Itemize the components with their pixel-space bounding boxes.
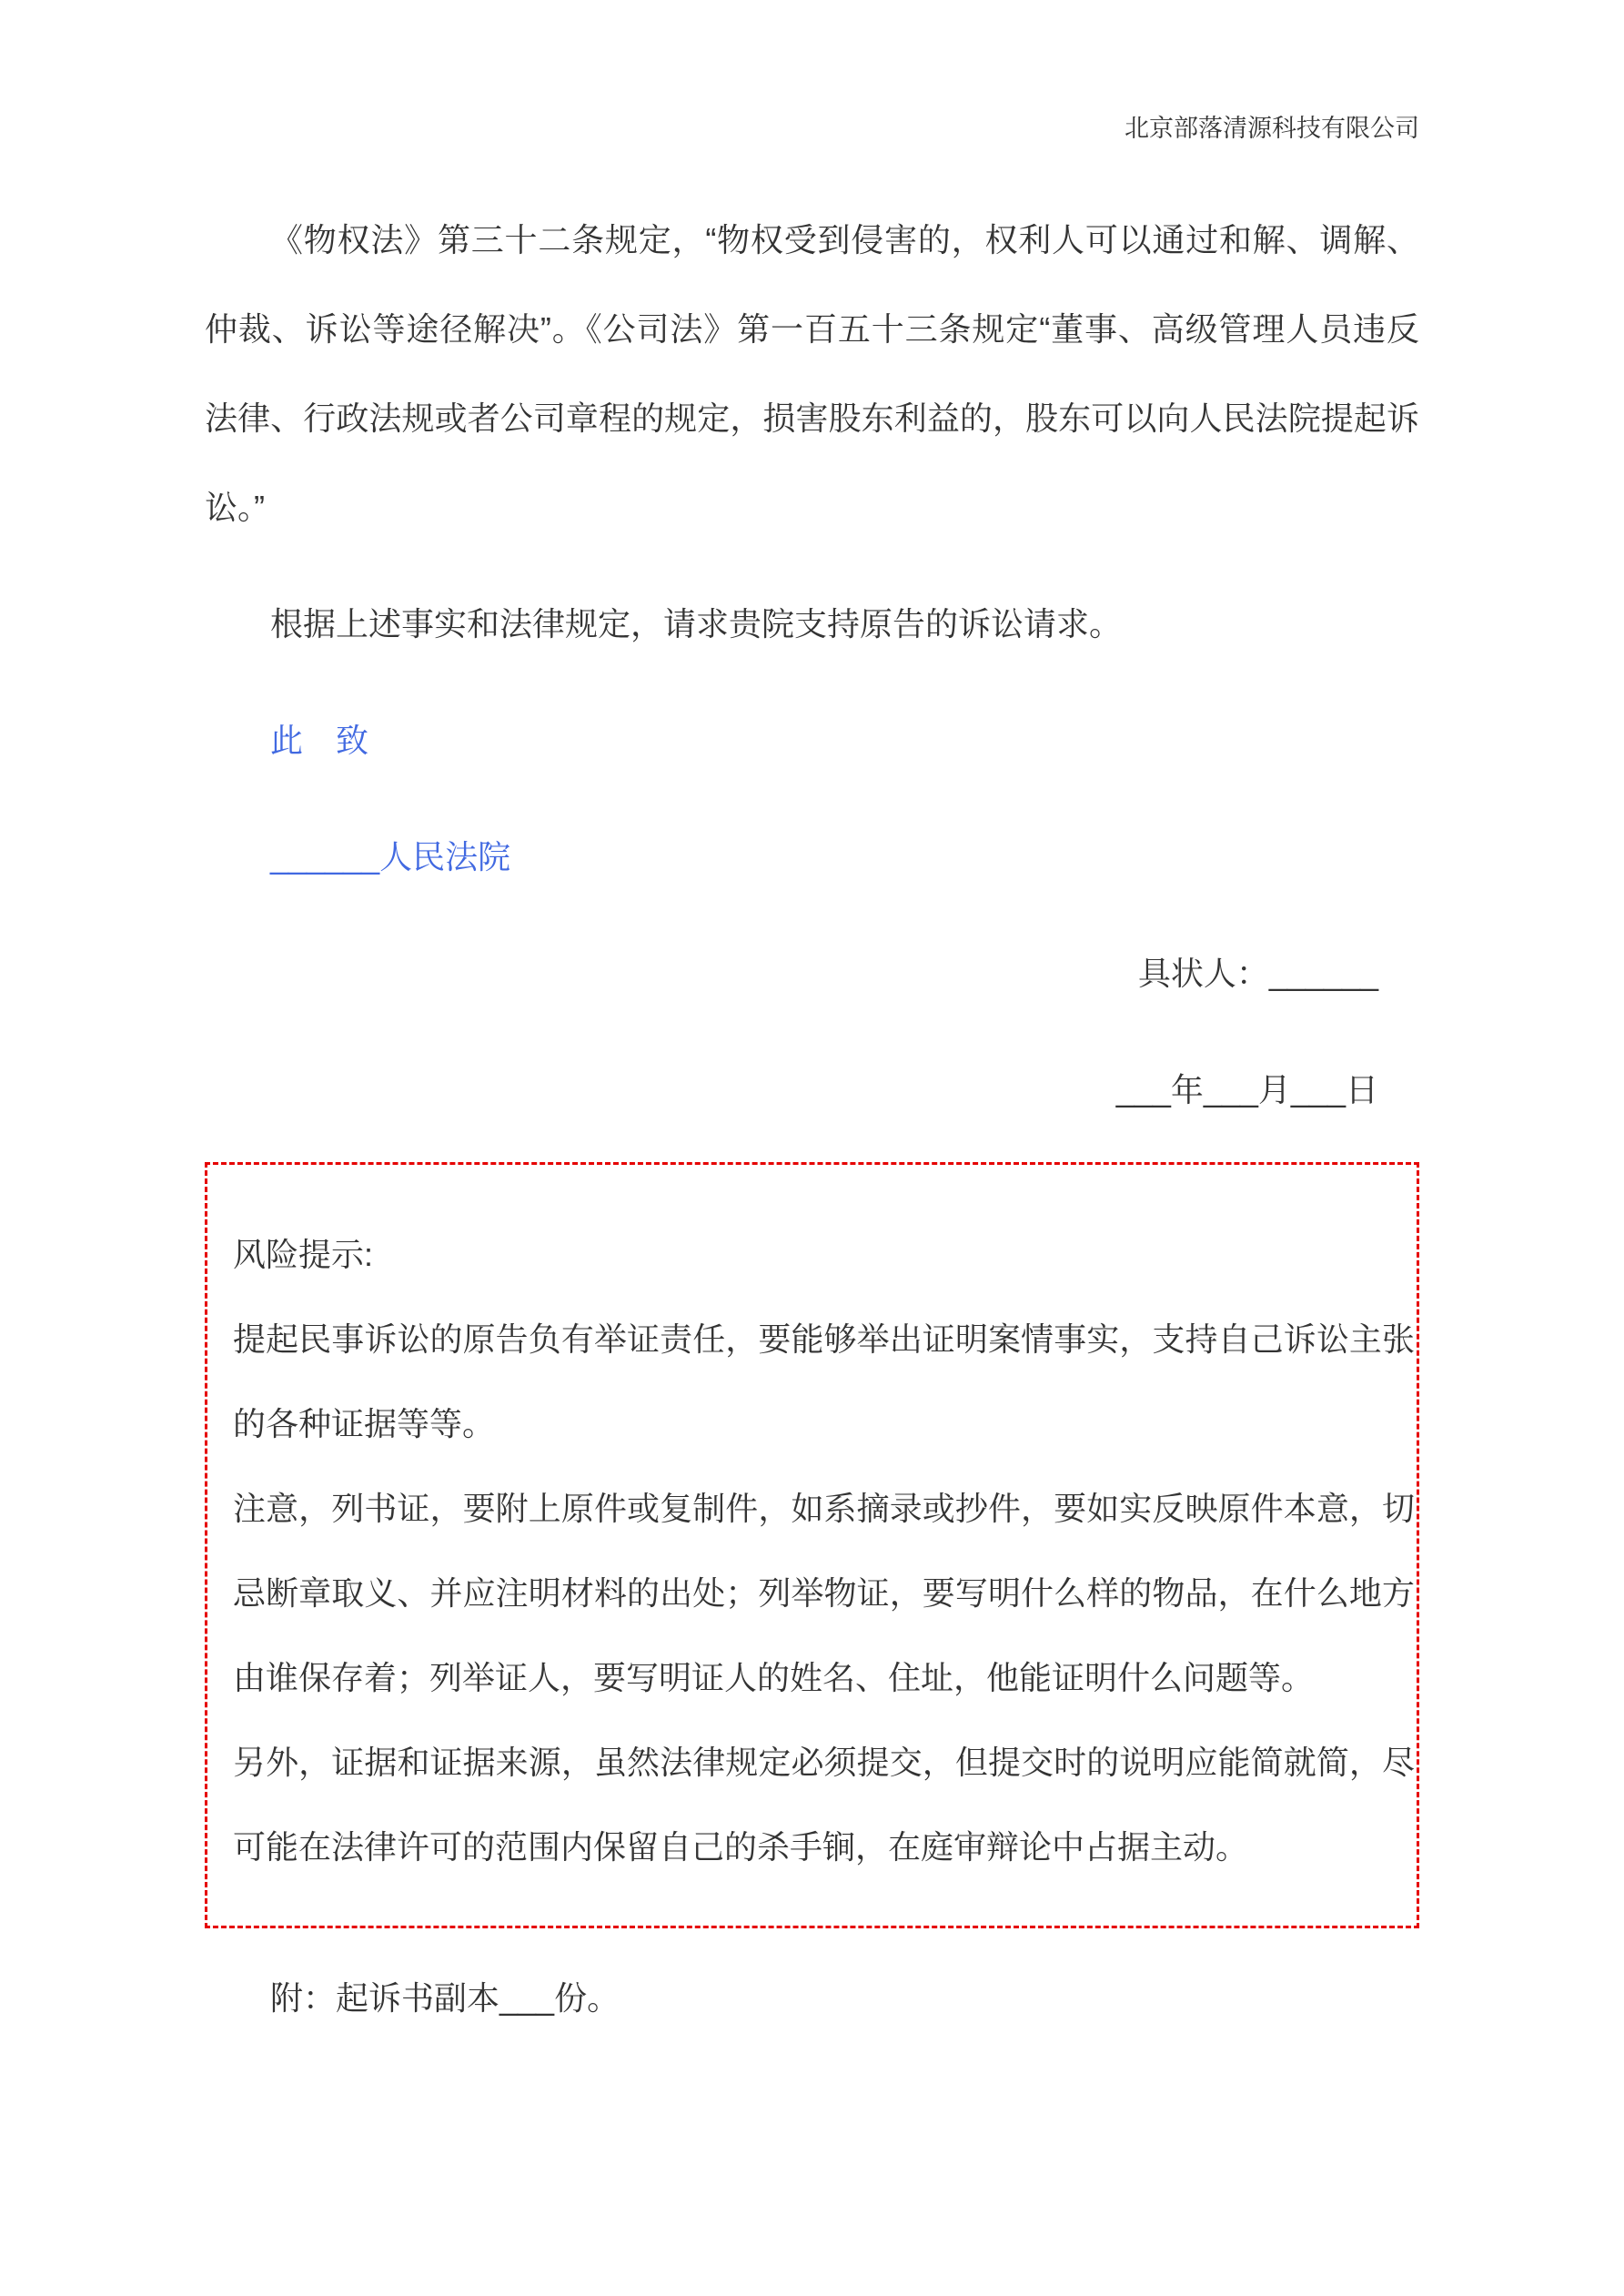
paragraph-request: 根据上述事实和法律规定，请求贵院支持原告的诉讼请求。 [270, 605, 1123, 642]
court-name-blank-line: ______人民法院 [270, 838, 511, 875]
date-blank-line: ___年___月___日 [1115, 1071, 1378, 1108]
document-body [205, 196, 1419, 2040]
signer-blank-line: 具状人：______ [1137, 955, 1378, 992]
risk-warning-item: 注意，列书证，要附上原件或复制件，如系摘录或抄件，要如实反映原件本意，切忌断章取义、并应注明材料的出处；列举物证，要写明什么样的物品，在什么地方由谁保存着；列举证人，要写明证人的姓名、住址，他能证明什么问题等。 [233, 1490, 1415, 1696]
risk-warning-box [205, 1162, 1419, 1928]
risk-warning-title: 风险提示: [233, 1236, 374, 1273]
salutation-line: 此 致 [270, 722, 369, 759]
risk-warning-item: 提起民事诉讼的原告负有举证责任，要能够举出证明案情事实，支持自己诉讼主张的各种证据等等。 [233, 1320, 1415, 1442]
company-header: 北京部落清源科技有限公司 [1125, 115, 1419, 142]
risk-warning-item: 另外，证据和证据来源，虽然法律规定必须提交，但提交时的说明应能简就简，尽可能在法律许可的范围内保留自己的杀手锏，在庭审辩论中占据主动。 [233, 1744, 1415, 1866]
attachment-note: 附：起诉书副本___份。 [270, 1979, 620, 2017]
paragraph-law-citation: 《物权法》第三十二条规定，“物权受到侵害的，权利人可以通过和解、调解、仲裁、诉讼等途径解决”。《公司法》第一百五十三条规定“董事、高级管理人员违反法律、行政法规或者公司章程的规定，损害股东利益的，股东可以向人民法院提起诉讼。” [205, 221, 1419, 526]
